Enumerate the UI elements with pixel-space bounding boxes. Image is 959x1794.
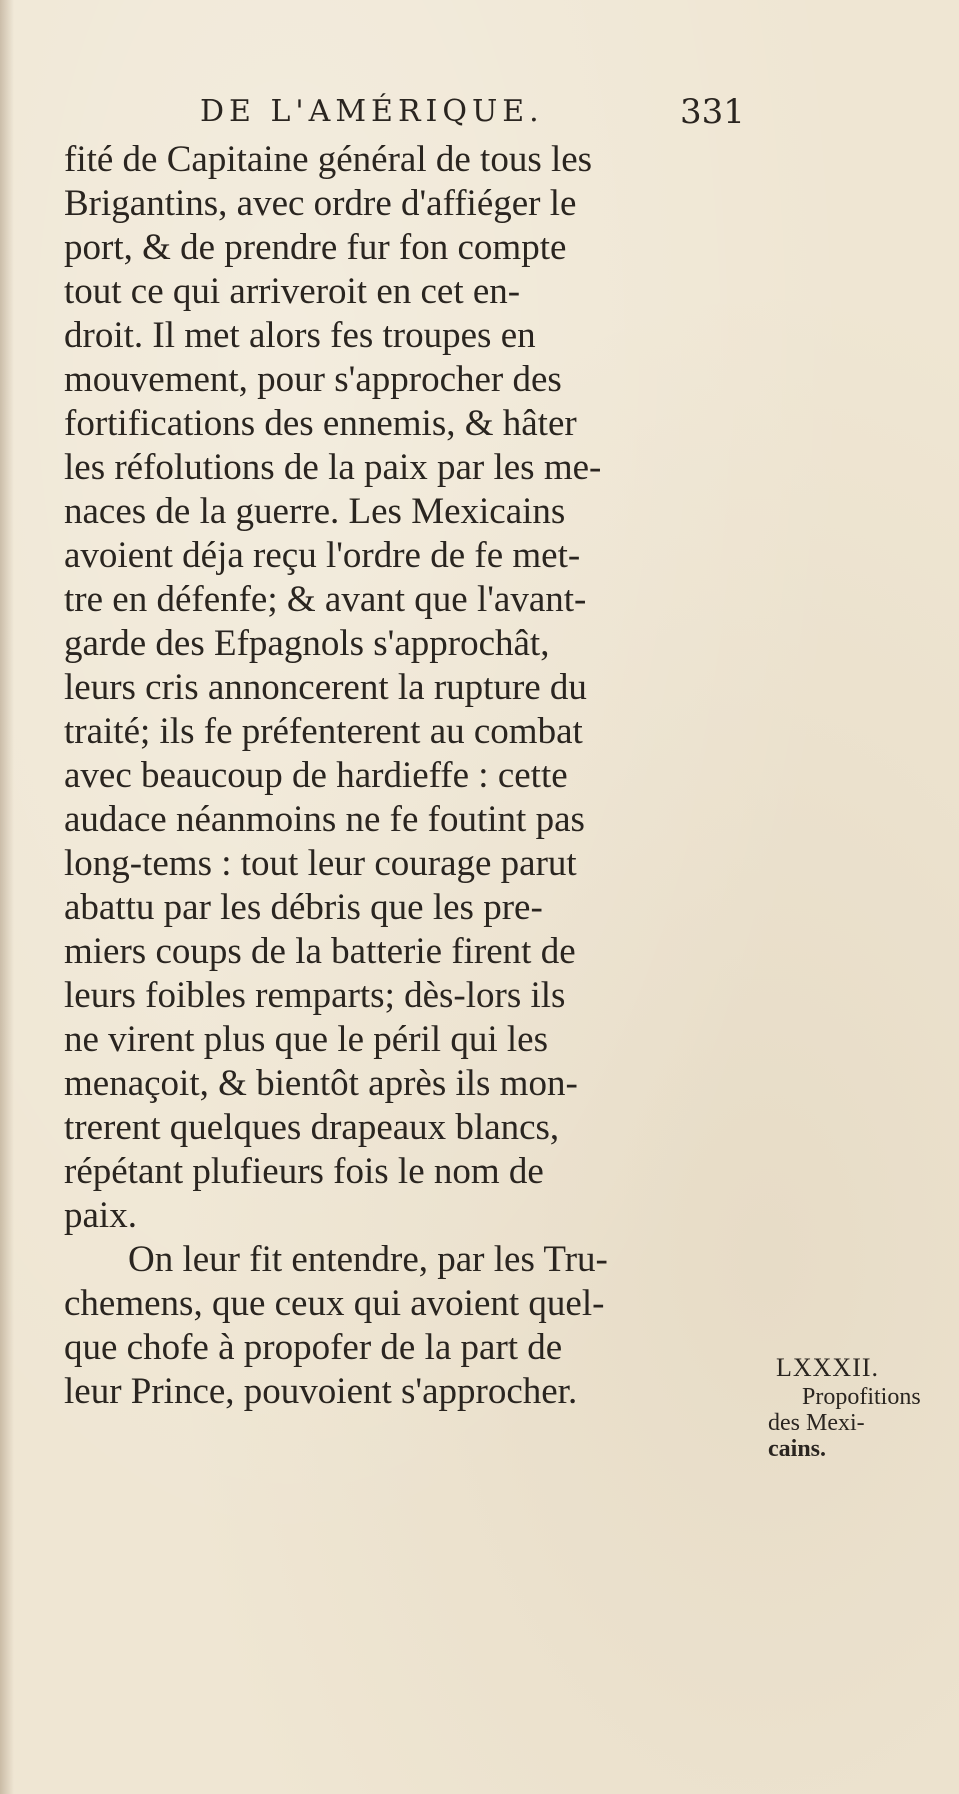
margin-note — [768, 1352, 954, 1462]
text-line: Brigantins, avec ordre d'affiéger le — [64, 183, 577, 224]
text-line: tout ce qui arriveroit en cet en- — [64, 271, 521, 312]
margin-note-line: cains. — [768, 1436, 827, 1462]
text-line: miers coups de la batterie firent de — [64, 931, 576, 972]
margin-note-line: des Mexi- — [768, 1410, 865, 1436]
text-line: naces de la guerre. Les Mexicains — [64, 491, 566, 532]
text-line: que chofe à propofer de la part de — [64, 1327, 563, 1368]
text-line: garde des Efpagnols s'approchât, — [64, 623, 550, 664]
text-line: long-tems : tout leur courage parut — [64, 843, 577, 884]
text-line: avec beaucoup de hardieffe : cette — [64, 755, 568, 796]
margin-note-line: Propofitions — [802, 1384, 921, 1410]
gutter-shadow — [0, 0, 14, 1794]
text-line: droit. Il met alors fes troupes en — [64, 315, 536, 356]
text-line: paix. — [64, 1195, 137, 1236]
text-line: les réfolutions de la paix par les me- — [64, 447, 602, 488]
text-line: menaçoit, & bientôt après ils mon- — [64, 1063, 578, 1104]
text-line: mouvement, pour s'approcher des — [64, 359, 562, 400]
text-line: répétant plufieurs fois le nom de — [64, 1151, 544, 1192]
text-line: leurs cris annoncerent la rupture du — [64, 667, 587, 708]
text-line: abattu par les débris que les pre- — [64, 887, 543, 928]
text-line: port, & de prendre fur fon compte — [64, 227, 567, 268]
text-line: traité; ils fe préfenterent au combat — [64, 711, 583, 752]
page-number: 331 — [680, 92, 745, 132]
running-head: DE L'AMÉRIQUE. — [200, 94, 544, 129]
text-line: fortifications des ennemis, & hâter — [64, 403, 577, 444]
page-header — [200, 90, 800, 142]
text-line: tre en défenfe; & avant que l'avant- — [64, 579, 587, 620]
text-line: leur Prince, pouvoient s'approcher. — [64, 1371, 578, 1412]
text-line: leurs foibles remparts; dès-lors ils — [64, 975, 566, 1016]
body-text — [64, 138, 784, 1414]
text-line: fité de Capitaine général de tous les — [64, 139, 593, 180]
text-line: On leur fit entendre, par les Tru- — [128, 1239, 608, 1280]
margin-note-number: LXXXII. — [776, 1353, 880, 1382]
text-line: trerent quelques drapeaux blancs, — [64, 1107, 560, 1148]
text-line: chemens, que ceux qui avoient quel- — [64, 1283, 605, 1324]
text-line: avoient déja reçu l'ordre de fe met- — [64, 535, 581, 576]
text-line: audace néanmoins ne fe foutint pas — [64, 799, 585, 840]
text-line: ne virent plus que le péril qui les — [64, 1019, 548, 1060]
